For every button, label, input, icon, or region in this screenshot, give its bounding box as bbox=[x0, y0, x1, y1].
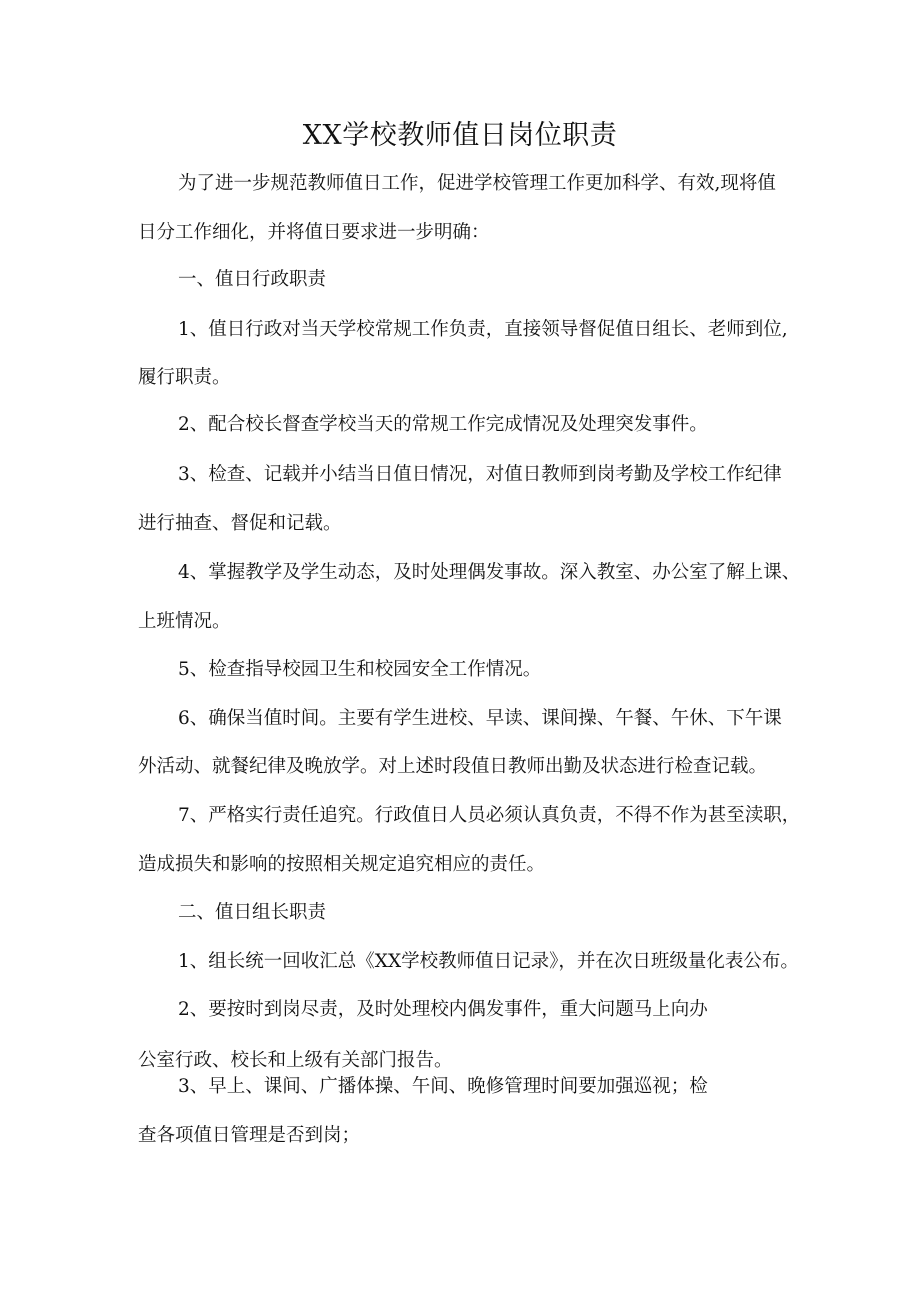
paragraph-line: 公室行政、校长和上级有关部门报告。 bbox=[138, 1050, 453, 1071]
paragraph-line: 5、检查指导校园卫生和校园安全工作情况。 bbox=[178, 659, 542, 680]
paragraph-line: 日分工作细化，并将值日要求进一步明确： bbox=[138, 222, 490, 243]
section-heading: 一、值日行政职责 bbox=[178, 269, 327, 290]
paragraph-line: 2、要按时到岗尽责，及时处理校内偶发事件，重大问题马上向办 bbox=[178, 999, 708, 1020]
paragraph-line: 2、配合校长督查学校当天的常规工作完成情况及处理突发事件。 bbox=[178, 414, 708, 435]
paragraph-line: 3、早上、课间、广播体操、午间、晚修管理时间要加强巡视；检 bbox=[178, 1076, 708, 1097]
paragraph-line: 7、严格实行责任追究。行政值日人员必须认真负责，不得不作为甚至渎职， bbox=[178, 805, 801, 826]
paragraph-line: 履行职责。 bbox=[138, 367, 231, 388]
paragraph-line: 造成损失和影响的按照相关规定追究相应的责任。 bbox=[138, 854, 546, 875]
paragraph-line: 外活动、就餐纪律及晚放学。对上述时段值日教师出勤及状态进行检查记载。 bbox=[138, 756, 768, 777]
paragraph-line: 为了进一步规范教师值日工作，促进学校管理工作更加科学、有效,现将值 bbox=[178, 173, 776, 194]
paragraph-line: 4、掌握教学及学生动态，及时处理偶发事故。深入教室、办公室了解上课、 bbox=[178, 562, 801, 583]
paragraph-line: 1、值日行政对当天学校常规工作负责，直接领导督促值日组长、老师到位, bbox=[178, 319, 788, 340]
paragraph-line: 3、检查、记载并小结当日值日情况，对值日教师到岗考勤及学校工作纪律 bbox=[178, 464, 782, 485]
paragraph-line: 上班情况。 bbox=[138, 611, 231, 632]
paragraph-line: 6、确保当值时间。主要有学生进校、早读、课间操、午餐、午休、下午课 bbox=[178, 708, 782, 729]
paragraph-line: 1、组长统一回收汇总《XX学校教师值日记录》，并在次日班级量化表公布。 bbox=[178, 951, 799, 972]
paragraph-line: 进行抽查、督促和记载。 bbox=[138, 513, 342, 534]
section-heading: 二、值日组长职责 bbox=[178, 902, 327, 923]
paragraph-line: 查各项值日管理是否到岗； bbox=[138, 1125, 361, 1146]
document-title: XX学校教师值日岗位职责 bbox=[302, 120, 618, 151]
